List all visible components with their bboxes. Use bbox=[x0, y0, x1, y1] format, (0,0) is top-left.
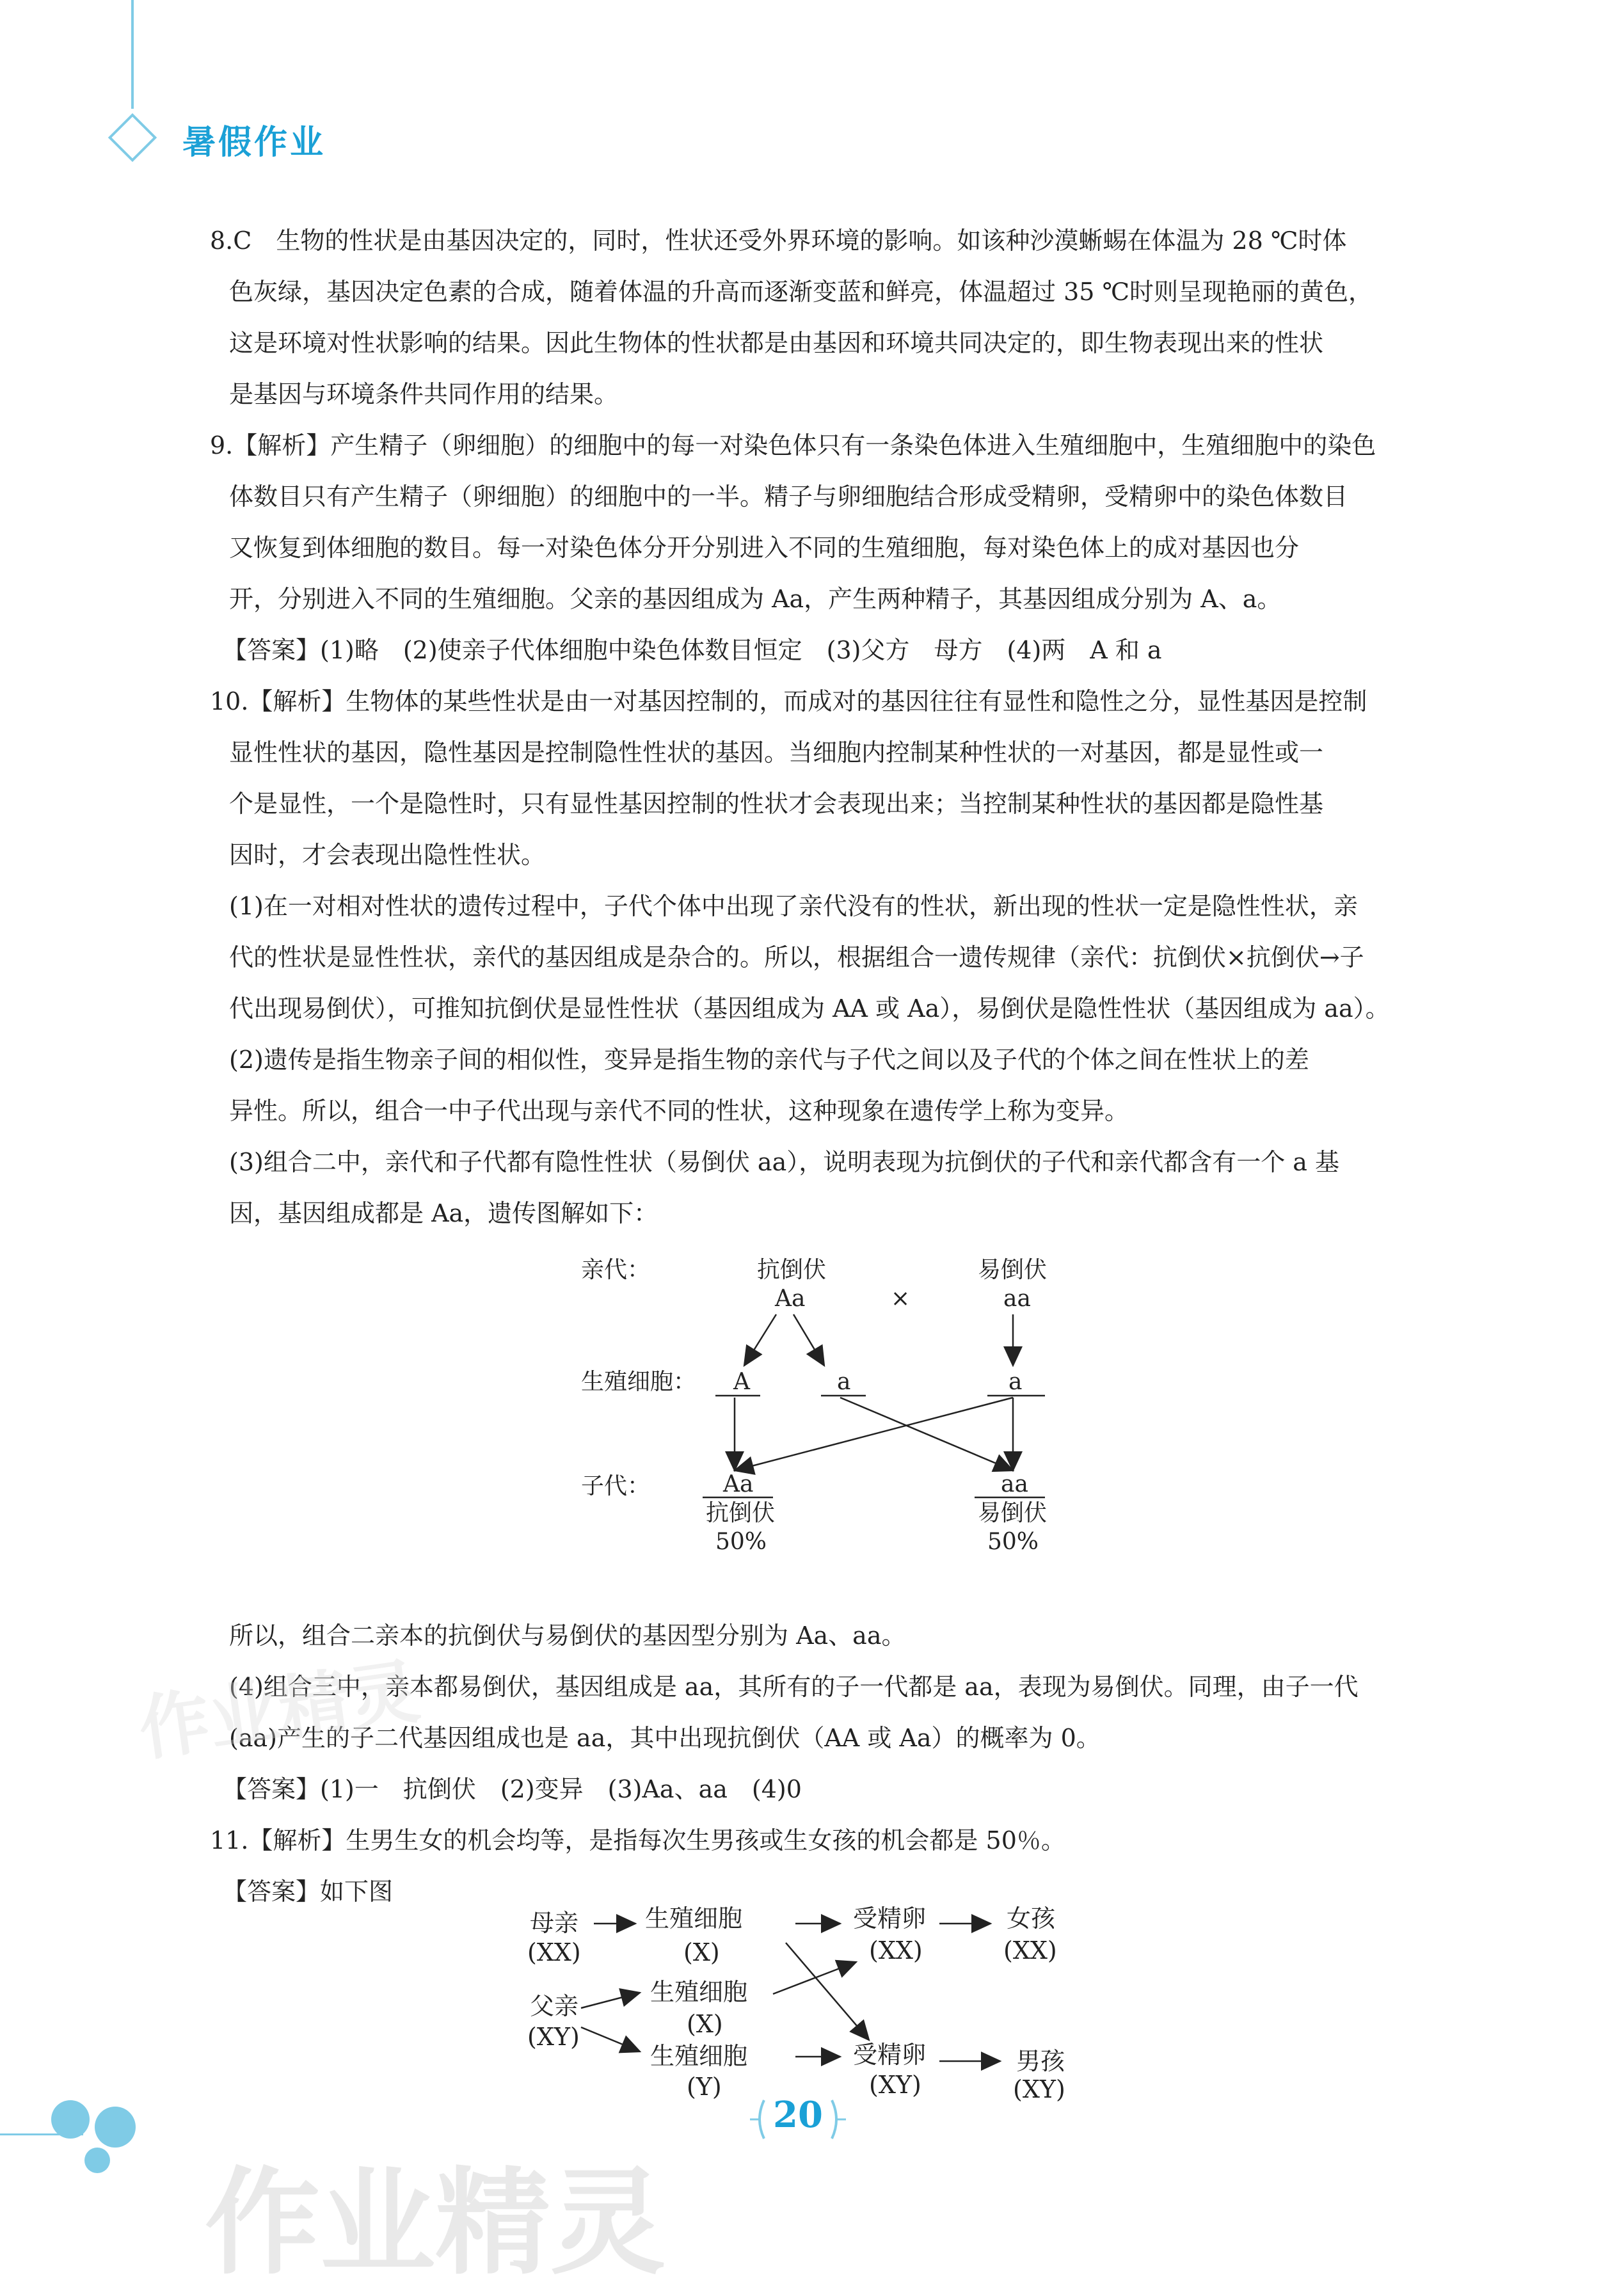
bubble-2 bbox=[95, 2107, 136, 2148]
q10-after-diagram: 所以，组合二亲本的抗倒伏与易倒伏的基因型分别为 Aa、aa。 bbox=[229, 1622, 906, 1650]
header-decoration-line bbox=[131, 0, 134, 109]
q10-part2-1: (2)遗传是指生物亲子间的相似性，变异是指生物的亲代与子代之间以及子代的个体之间在性状上的差 bbox=[229, 1046, 1309, 1074]
zygote-xx-genotype: (XX) bbox=[869, 1936, 923, 1965]
q9-line-4: 开，分别进入不同的生殖细胞。父亲的基因组成为 Aa，产生两种精子，其基因组成分别为 A、a。 bbox=[229, 585, 1282, 613]
boy-genotype: (XY) bbox=[1013, 2075, 1065, 2103]
q9-line-2: 体数目只有产生精子（卵细胞）的细胞中的一半。精子与卵细胞结合形成受精卵，受精卵中的染色体数目 bbox=[229, 482, 1348, 511]
page-content bbox=[210, 215, 1426, 2103]
gamete-a-1: a bbox=[837, 1369, 851, 1395]
sex-determination-diagram bbox=[210, 1892, 1426, 2103]
q10-part2-2: 异性。所以，组合一中子代出现与亲代不同的性状，这种现象在遗传学上称为变异。 bbox=[229, 1097, 1129, 1125]
page-number-badge bbox=[750, 2087, 846, 2151]
page-header-title: 暑假作业 bbox=[182, 124, 326, 162]
boy-label: 男孩 bbox=[1016, 2047, 1065, 2075]
q10-intro-1: 10.【解析】生物体的某些性状是由一对基因控制的，而成对的基因往往有显性和隐性之分，显性基因是控制 bbox=[210, 687, 1367, 715]
q9-line-1: 9.【解析】产生精子（卵细胞）的细胞中的每一对染色体只有一条染色体进入生殖细胞中，生殖细胞中的染色 bbox=[210, 431, 1376, 459]
gamete-father-x: (X) bbox=[687, 2010, 723, 2038]
q8-line-4: 是基因与环境条件共同作用的结果。 bbox=[229, 380, 619, 408]
q8-line-1: 8.C 生物的性状是由基因决定的，同时，性状还受外界环境的影响。如该种沙漠蜥蜴在体温为 28 ℃时体 bbox=[210, 227, 1347, 255]
page-number: 20 bbox=[773, 2094, 823, 2136]
child1-trait: 抗倒伏 bbox=[706, 1500, 776, 1526]
parent1-genotype: Aa bbox=[775, 1286, 806, 1312]
q10-part1-1: (1)在一对相对性状的遗传过程中，子代个体中出现了亲代没有的性状，新出现的性状一定是隐性性状，亲 bbox=[229, 892, 1358, 920]
zygote-xy-genotype: (XY) bbox=[869, 2071, 921, 2099]
child2-genotype: aa bbox=[1001, 1471, 1028, 1497]
q10-part1-3: 代出现易倒伏），可推知抗倒伏是显性性状（基因组成为 AA 或 Aa），易倒伏是隐性性状（基因组成为 aa）。 bbox=[229, 994, 1390, 1023]
cross-symbol: × bbox=[891, 1286, 911, 1312]
bubble-3 bbox=[84, 2148, 110, 2173]
parent2-genotype: aa bbox=[1003, 1286, 1031, 1312]
q10-part1-2: 代的性状是显性性状，亲代的基因组成是杂合的。所以，根据组合一遗传规律（亲代：抗倒伏×抗倒伏→子 bbox=[229, 943, 1364, 971]
parent1-trait: 抗倒伏 bbox=[757, 1257, 827, 1283]
arrow-a1-to-aa bbox=[840, 1398, 1013, 1471]
child2-trait: 易倒伏 bbox=[978, 1500, 1048, 1526]
arrow-gamete-mother-to-zygote-xy bbox=[786, 1943, 869, 2040]
zygote-xy-label: 受精卵 bbox=[853, 2041, 927, 2069]
girl-label: 女孩 bbox=[1007, 1904, 1056, 1933]
header-diamond-icon bbox=[108, 113, 157, 162]
arrow-father-to-gamete-x bbox=[581, 1993, 640, 2008]
gamete-father-y-label: 生殖细胞 bbox=[650, 2042, 748, 2070]
bubble-1 bbox=[51, 2100, 90, 2139]
father-label: 父亲 bbox=[530, 1992, 579, 2020]
child1-genotype: Aa bbox=[723, 1471, 754, 1497]
arrow-a2-to-Aa bbox=[735, 1398, 1013, 1471]
label-offspring: 子代： bbox=[581, 1473, 651, 1499]
genetic-cross-svg bbox=[210, 1239, 1426, 1610]
q8-line-3: 这是环境对性状影响的结果。因此生物体的性状都是由基因和环境共同决定的，即生物表现出来的性状 bbox=[229, 329, 1324, 357]
mother-genotype: (XX) bbox=[527, 1938, 581, 1966]
gamete-mother-x: (X) bbox=[683, 1938, 720, 1966]
watermark-bottom: 作业精灵 bbox=[205, 2156, 666, 2290]
gamete-mother-label: 生殖细胞 bbox=[645, 1904, 743, 1933]
bubble-stem-line bbox=[0, 2133, 83, 2135]
q11-answer: 【答案】如下图 bbox=[223, 1877, 394, 1906]
q11-analysis: 11.【解析】生男生女的机会均等，是指每次生男孩或生女孩的机会都是 50％。 bbox=[210, 1826, 1065, 1854]
sex-determination-svg bbox=[210, 1892, 1426, 2103]
child1-ratio: 50% bbox=[715, 1529, 767, 1555]
mother-label: 母亲 bbox=[530, 1909, 579, 1937]
q10-part3-1: (3)组合二中，亲代和子代都有隐性性状（易倒伏 aa），说明表现为抗倒伏的子代和亲代都含有一个 a 基 bbox=[229, 1148, 1340, 1176]
arrow-parent-to-a bbox=[793, 1314, 824, 1366]
q10-part3-2: 因，基因组成都是 Aa，遗传图解如下： bbox=[229, 1199, 658, 1227]
watermark-mid: 作业精灵 bbox=[134, 1650, 425, 1771]
q8-line-2: 色灰绿，基因决定色素的合成，随着体温的升高而逐渐变蓝和鲜亮，体温超过 35 ℃时则呈现艳丽的黄色， bbox=[229, 278, 1373, 306]
q10-answer: 【答案】(1)一 抗倒伏 (2)变异 (3)Aa、aa (4)0 bbox=[223, 1775, 802, 1803]
q10-intro-2: 显性性状的基因，隐性基因是控制隐性性状的基因。当细胞内控制某种性状的一对基因，都是显性或一 bbox=[229, 738, 1324, 767]
gamete-father-y: (Y) bbox=[687, 2073, 722, 2101]
gamete-father-x-label: 生殖细胞 bbox=[650, 1978, 748, 2006]
q9-line-3: 又恢复到体细胞的数目。每一对染色体分开分别进入不同的生殖细胞，每对染色体上的成对基因也分 bbox=[229, 534, 1300, 562]
q10-part4-2: (aa)产生的子二代基因组成也是 aa，其中出现抗倒伏（AA 或 Aa）的概率为 0。 bbox=[229, 1724, 1101, 1752]
arrow-parent-to-A bbox=[744, 1314, 776, 1366]
q10-intro-4: 因时，才会表现出隐性性状。 bbox=[229, 841, 546, 869]
label-gamete: 生殖细胞： bbox=[581, 1369, 697, 1395]
q10-part4-1: (4)组合三中，亲本都易倒伏，基因组成是 aa，其所有的子一代都是 aa，表现为易倒伏。同理，由子一代 bbox=[229, 1673, 1359, 1701]
zygote-xx-label: 受精卵 bbox=[853, 1904, 927, 1933]
arrow-father-to-gamete-y bbox=[581, 2027, 640, 2052]
arrow-gamete-x-to-zygote-xx bbox=[773, 1962, 856, 1994]
genetic-cross-diagram bbox=[210, 1239, 1426, 1610]
gamete-A: A bbox=[733, 1369, 750, 1395]
q9-answer: 【答案】(1)略 (2)使亲子代体细胞中染色体数目恒定 (3)父方 母方 (4)两 A 和 a bbox=[223, 636, 1162, 664]
father-genotype: (XY) bbox=[527, 2023, 580, 2051]
q10-intro-3: 个是显性，一个是隐性时，只有显性基因控制的性状才会表现出来；当控制某种性状的基因都是隐性基 bbox=[229, 790, 1324, 818]
child2-ratio: 50% bbox=[987, 1529, 1039, 1555]
parent2-trait: 易倒伏 bbox=[978, 1257, 1048, 1283]
girl-genotype: (XX) bbox=[1003, 1936, 1057, 1965]
gamete-a-2: a bbox=[1008, 1369, 1023, 1395]
label-parent: 亲代： bbox=[581, 1257, 651, 1283]
